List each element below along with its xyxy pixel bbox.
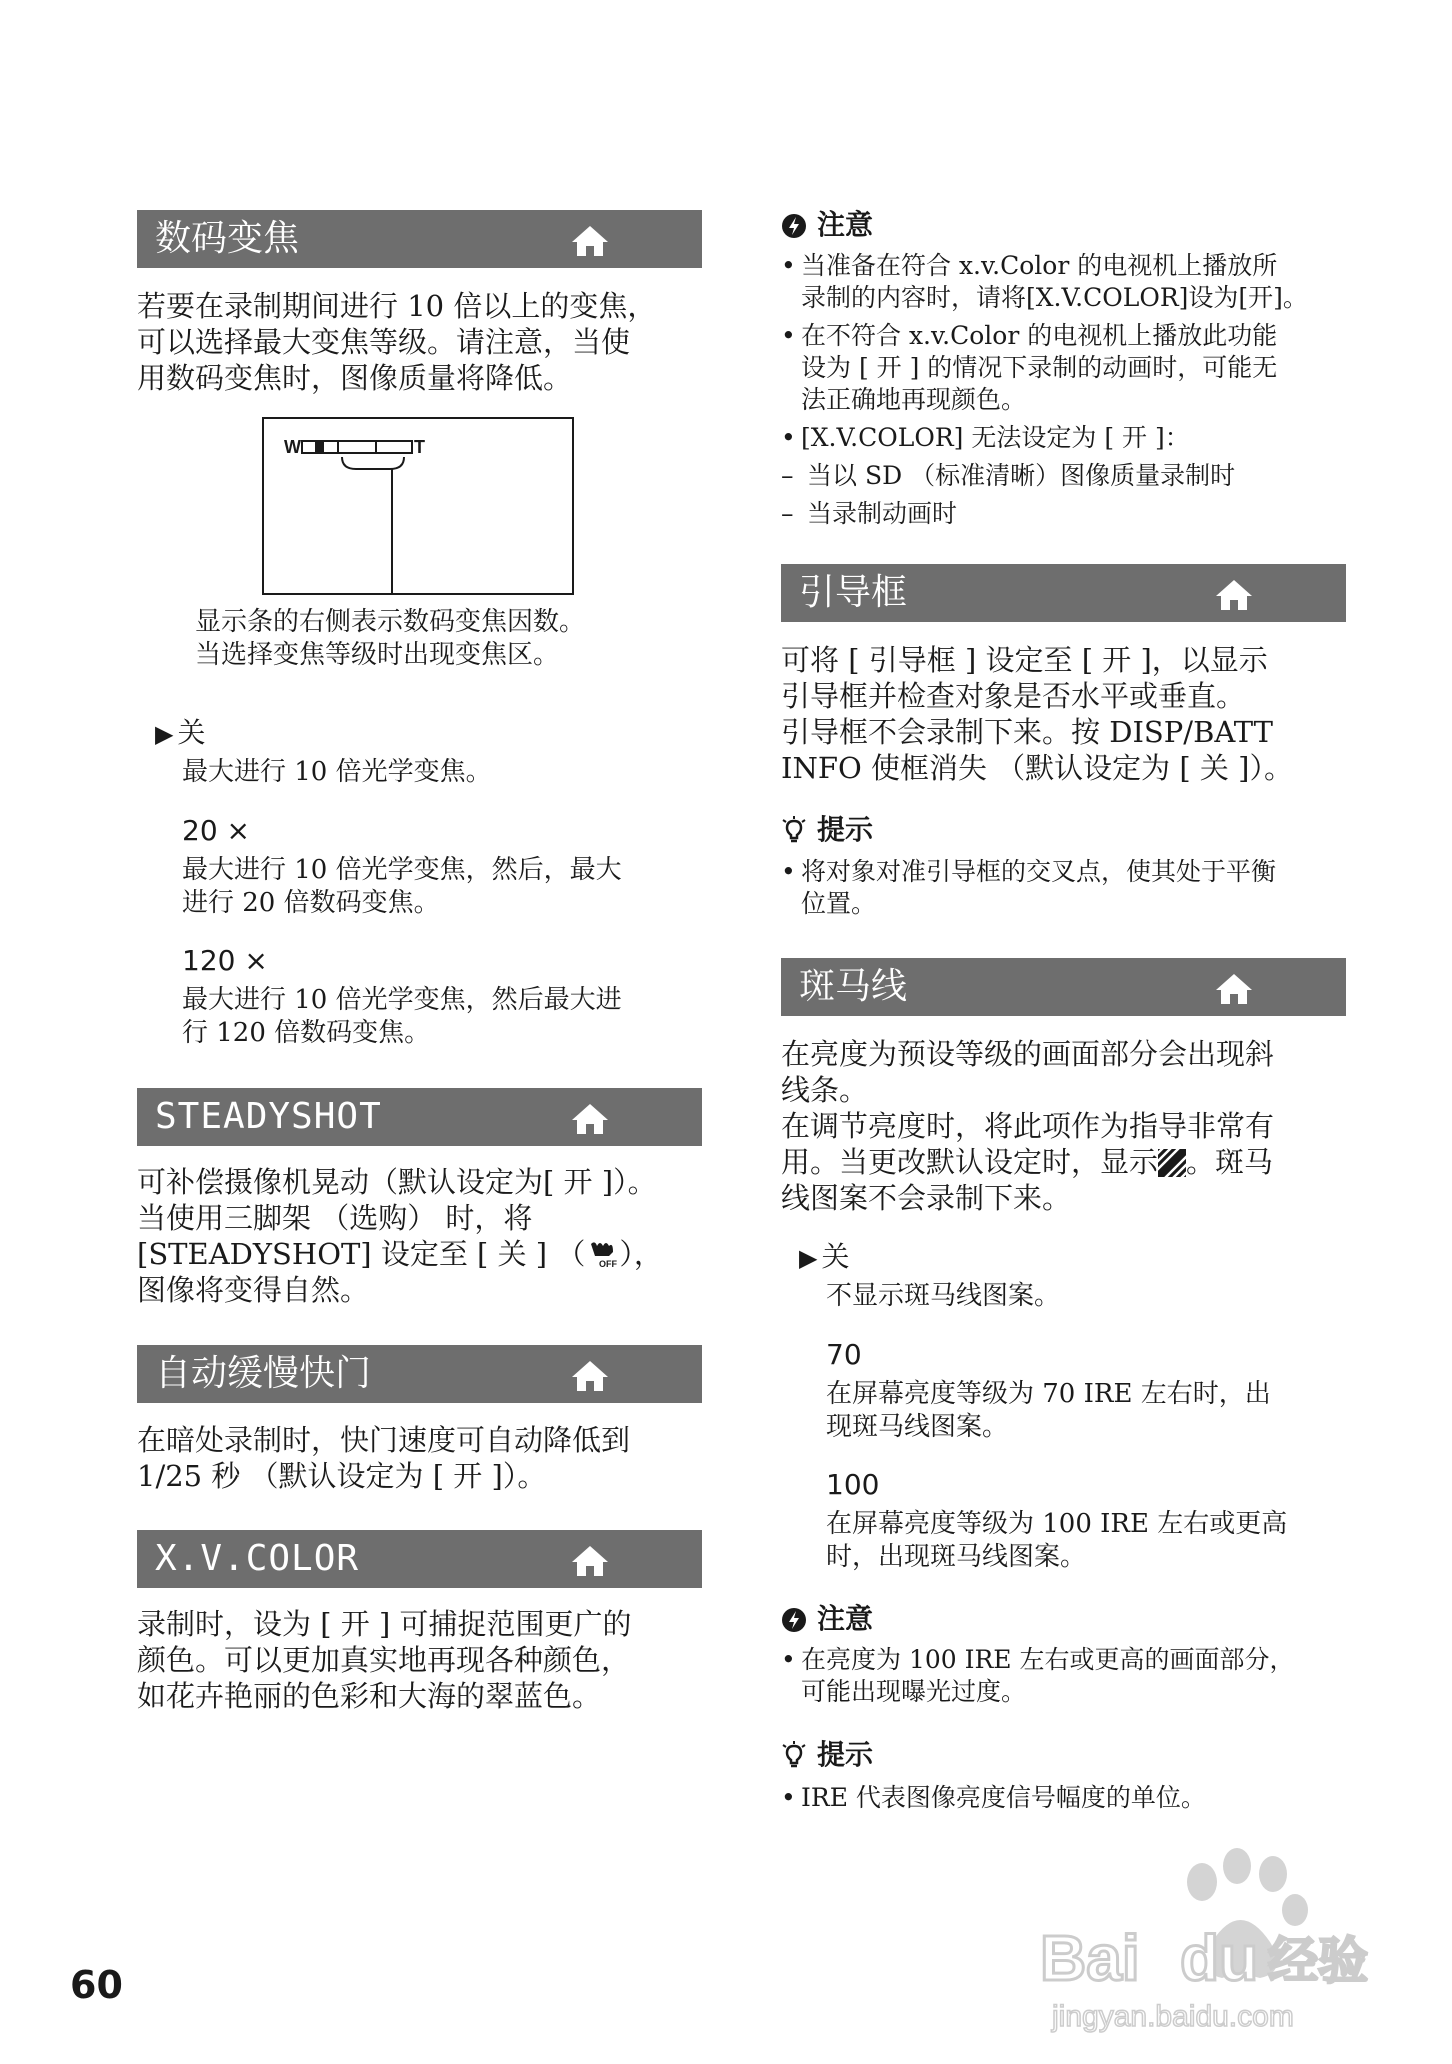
caution-icon [781, 1607, 807, 1633]
section-title: STEADYSHOT [155, 1096, 382, 1137]
section-title: X.V.COLOR [155, 1538, 360, 1579]
caption-line: 显示条的右侧表示数码变焦因数。 [195, 607, 586, 637]
option-70 [826, 1338, 862, 1372]
option-label: 关 [177, 716, 206, 749]
bullet-icon: • [781, 1783, 796, 1812]
option-default-off [155, 716, 205, 751]
body-line: 引导框并检查对象是否水平或垂直。 [781, 679, 1246, 713]
default-marker-icon: ▶ [155, 720, 174, 748]
note-line: [X.V.COLOR] 无法设定为 [ 开 ]： [801, 423, 1190, 452]
body-line: 当使用三脚架 （选购） 时，将 [137, 1201, 533, 1235]
tips-heading [781, 1738, 873, 1772]
option-desc [826, 1280, 1060, 1313]
bullet-icon: • [781, 423, 796, 452]
body-line: 可以选择最大变焦等级。请注意，当使 [137, 325, 631, 359]
option-label: 120 × [182, 944, 268, 977]
desc-line: 现斑马线图案。 [826, 1412, 1009, 1442]
note-title: 注意 [817, 208, 874, 241]
section-title: 自动缓慢快门 [155, 1353, 372, 1394]
section-header-digital-zoom [137, 210, 702, 268]
section-header-xvcolor [137, 1530, 702, 1588]
default-marker-icon: ▶ [799, 1244, 818, 1272]
option-label: 70 [826, 1338, 862, 1371]
caution-icon [781, 213, 807, 239]
t-label: T [414, 437, 425, 457]
body-line: 图像将变得自然。 [137, 1273, 370, 1307]
body-line: 引导框不会录制下来。按 DISP/BATT [781, 715, 1273, 749]
section-header-zebra [781, 958, 1346, 1016]
baidu-jingyan-watermark [1030, 1830, 1380, 2040]
digital-zoom-segment-1 [338, 441, 376, 453]
body-line: INFO 使框消失 （默认设定为 [ 关 ]）。 [781, 751, 1293, 785]
desc-line: 最大进行 10 倍光学变焦，然后最大进 [182, 985, 622, 1015]
section-header-auto-slow-shutter [137, 1345, 702, 1403]
body-line: 线图案不会录制下来。 [781, 1181, 1072, 1215]
body-line: 用数码变焦时，图像质量将降低。 [137, 361, 573, 395]
body-text: 用。当更改默认设定时，显示 [781, 1145, 1159, 1179]
watermark-brand: Bai [1040, 1922, 1140, 1994]
tip-line: IRE 代表图像亮度信号幅度的单位。 [801, 1783, 1206, 1812]
body-line: 如花卉艳丽的色彩和大海的翠蓝色。 [137, 1679, 602, 1713]
desc-line: 最大进行 10 倍光学变焦，然后，最大 [182, 855, 622, 885]
body-line: 可将 [ 引导框 ] 设定至 [ 开 ]，以显示 [781, 643, 1268, 677]
option-20x [182, 814, 250, 848]
diagram-caption [195, 606, 695, 672]
body-line: 线条。 [781, 1073, 869, 1107]
note-item [781, 1644, 1346, 1708]
option-label: 100 [826, 1468, 880, 1501]
option-desc [182, 984, 622, 1050]
option-desc [182, 756, 492, 789]
home-icon[interactable] [570, 1544, 610, 1578]
home-icon[interactable] [570, 1102, 610, 1136]
note-heading [781, 208, 873, 242]
desc-line: 进行 20 倍数码变焦。 [182, 888, 440, 918]
note-item [781, 250, 1346, 314]
body-line: 录制时，设为 [ 开 ] 可捕捉范围更广的 [137, 1607, 632, 1641]
note-line: 设为 [ 开 ] 的情况下录制的动画时，可能无 [801, 353, 1278, 382]
note-line: 在亮度为 100 IRE 左右或更高的画面部分， [801, 1645, 1295, 1674]
watermark-suffix: 经验 [1268, 1932, 1368, 1990]
watermark-brand2: du [1180, 1922, 1259, 1994]
tips-title: 提示 [817, 1738, 874, 1771]
body-line: 在亮度为预设等级的画面部分会出现斜 [781, 1037, 1275, 1071]
bullet-icon: • [781, 1645, 796, 1674]
desc-line: 不显示斑马线图案。 [826, 1281, 1061, 1311]
dash-icon: – [781, 499, 794, 528]
section-title: 数码变焦 [155, 218, 300, 259]
body-line [137, 1236, 702, 1272]
page-number: 60 [70, 1963, 123, 2007]
zebra-body [781, 1036, 1346, 1216]
section-header-guide-frame [781, 564, 1346, 622]
tip-line: 位置。 [801, 889, 877, 918]
dash-icon: – [781, 461, 794, 490]
note-line: 录制的内容时，请将[X.V.COLOR]设为[开]。 [801, 283, 1308, 312]
note-heading [781, 1602, 873, 1636]
body-line: 颜色。可以更加真实地再现各种颜色， [137, 1643, 631, 1677]
svg-text:OFF: OFF [599, 1259, 618, 1268]
steadyshot-body [137, 1164, 702, 1308]
section-header-steadyshot [137, 1088, 702, 1146]
note-item [781, 422, 1346, 454]
option-desc [826, 1508, 1287, 1574]
bullet-icon: • [781, 321, 796, 350]
option-desc [826, 1378, 1271, 1444]
guide-frame-body [781, 642, 1346, 786]
body-line: 可补偿摄像机晃动（默认设定为[ 开 ]）。 [137, 1165, 657, 1199]
desc-line: 在屏幕亮度等级为 70 IRE 左右时，出 [826, 1379, 1271, 1409]
steadyshot-off-icon [585, 1240, 619, 1268]
desc-line: 最大进行 10 倍光学变焦。 [182, 757, 492, 787]
body-text: ）， [619, 1237, 663, 1271]
desc-line: 在屏幕亮度等级为 100 IRE 左右或更高 [826, 1509, 1288, 1539]
desc-line: 时，出现斑马线图案。 [826, 1542, 1087, 1572]
digital-zoom-body [137, 288, 702, 396]
home-icon[interactable] [570, 224, 610, 258]
note-item [781, 320, 1346, 416]
digital-zoom-segment-2 [376, 441, 412, 453]
home-icon[interactable] [1214, 578, 1254, 612]
home-icon[interactable] [570, 1359, 610, 1393]
body-line: 在调节亮度时，将此项作为指导非常有 [781, 1109, 1275, 1143]
digital-zone-bracket [342, 457, 404, 469]
sub-item [781, 460, 1346, 492]
sub-item [781, 498, 1346, 530]
home-icon[interactable] [1214, 972, 1254, 1006]
option-desc [182, 854, 622, 920]
caption-line: 当选择变焦等级时出现变焦区。 [195, 640, 560, 670]
section-title: 引导框 [799, 572, 908, 613]
body-text: [STEADYSHOT] 设定至 [ 关 ] （ [137, 1237, 586, 1271]
tips-heading [781, 813, 873, 847]
watermark-url: jingyan.baidu.com [1052, 2000, 1294, 2033]
option-100 [826, 1468, 879, 1502]
lightbulb-icon [781, 1741, 807, 1769]
desc-line: 行 120 倍数码变焦。 [182, 1018, 431, 1048]
body-text: 。斑马 [1186, 1145, 1274, 1179]
tip-item [781, 856, 1346, 920]
tips-title: 提示 [817, 813, 874, 846]
note-line: 在不符合 x.v.Color 的电视机上播放此功能 [801, 321, 1278, 350]
sub-line: 当录制动画时 [807, 499, 958, 528]
body-line [781, 1144, 1346, 1180]
zebra-icon [1158, 1149, 1186, 1177]
option-label: 关 [821, 1240, 850, 1273]
tip-item [781, 1782, 1346, 1814]
tip-line: 将对象对准引导框的交叉点，使其处于平衡 [801, 857, 1277, 886]
body-line: 在暗处录制时，快门速度可自动降低到 [137, 1423, 631, 1457]
body-line: 若要在录制期间进行 10 倍以上的变焦， [137, 289, 657, 323]
sub-line: 当以 SD （标准清晰）图像质量录制时 [807, 461, 1236, 490]
option-label: 20 × [182, 814, 250, 847]
note-line: 当准备在符合 x.v.Color 的电视机上播放所 [801, 251, 1278, 280]
auto-slow-shutter-body [137, 1422, 702, 1494]
option-default-off [799, 1240, 849, 1275]
note-line: 可能出现曝光过度。 [801, 1677, 1027, 1706]
w-label: W [284, 437, 301, 457]
xvcolor-body [137, 1606, 702, 1714]
note-title: 注意 [817, 1602, 874, 1635]
zoom-indicator [315, 441, 324, 453]
lightbulb-icon [781, 816, 807, 844]
option-120x [182, 944, 268, 978]
body-line: 1/25 秒 （默认设定为 [ 开 ]）。 [137, 1459, 547, 1493]
bullet-icon: • [781, 251, 796, 280]
zoom-bar-diagram [262, 417, 574, 595]
note-line: 法正确地再现颜色。 [801, 385, 1027, 414]
bullet-icon: • [781, 857, 796, 886]
section-title: 斑马线 [799, 966, 908, 1007]
